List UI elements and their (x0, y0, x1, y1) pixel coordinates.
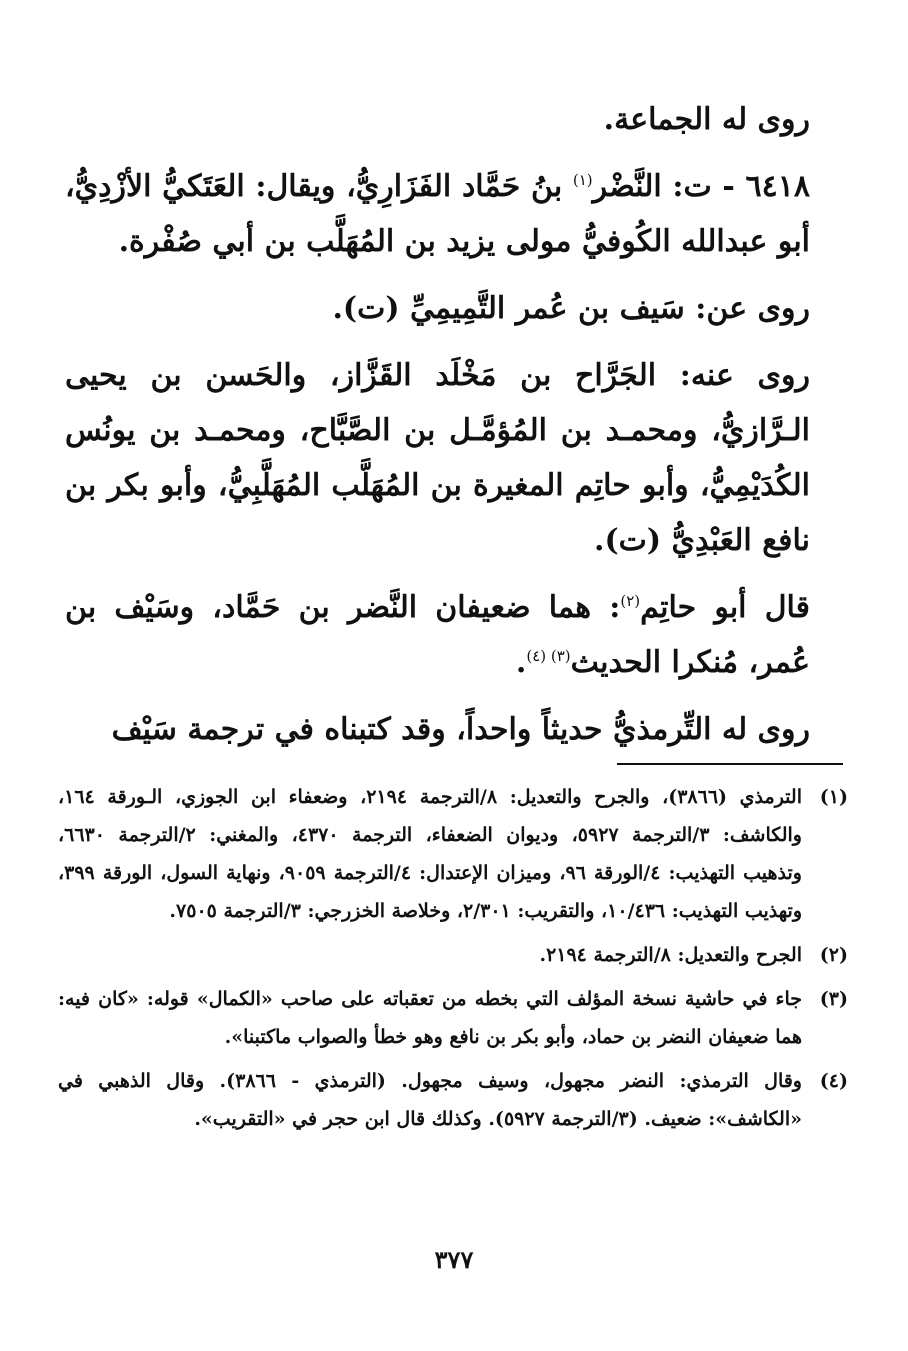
paragraph-narrated-by (65, 348, 840, 568)
abu-hatim-text-a: قال أبو حاتِم (640, 590, 810, 625)
page-number: ٣٧٧ (434, 1245, 474, 1274)
paragraph-narrators-note: روى له الجماعة. (603, 102, 810, 137)
footnote-2 (58, 936, 848, 974)
footnote-ref-3-4[interactable]: (٣) (٤) (526, 647, 571, 665)
footnote-text: وقال الترمذي: النضر مجهول، وسيف مجهول. (الترمذي - ٣٨٦٦). وقال الذهبي في «الكاشف»: ضعيف. (٣/الترجمة ٥٩٢٧). وكذلك قال ابن حجر في «التقريب». (58, 1070, 802, 1130)
footnote-number: (٢) (819, 944, 848, 966)
footnote-number: (٣) (819, 988, 848, 1010)
narrated-by-text: الجَرَّاح بن مَخْلَد القَزَّاز، والحَسن بن يحيى الـرَّازيُّ، ومحمـد بن المُؤمَّـل بن الصَّبَّاح، ومحمـد بن يونُس الكُدَيْمِيُّ، وأبو حاتِم المغيرة بن المُهَلَّب المُهَلَّبِيُّ، وأبو بكر بن نافع العَبْدِيُّ (ت). (65, 358, 810, 558)
footnote-text: جاء في حاشية نسخة المؤلف التي بخطه من تعقباته على صاحب «الكمال» قوله: «كان فيه: هما ضعيفان النضر بن حماد، وأبو بكر بن نافع وهو خطأ والصواب ماكتبنا». (58, 988, 802, 1048)
footnote-ref-2[interactable]: (٢) (620, 592, 641, 610)
paragraph-abu-hatim (65, 580, 840, 690)
narrated-from-text: سَيف بن عُمر التَّمِيمِيِّ (ت). (332, 291, 696, 326)
footnote-ref-1[interactable]: (١) (572, 171, 593, 189)
footnote-number: (٤) (819, 1070, 848, 1092)
narrated-from-label: روى عن: (695, 291, 810, 326)
entry-number-name: ٦٤١٨ - ت: النَّضْر (592, 169, 810, 204)
abu-hatim-text-b: : هما ضعيفان النَّضر بن حَمَّاد، وسَيْف بن عُمر، مُنكرا الحديث (65, 590, 810, 680)
footnote-text: الجرح والتعديل: ٨/الترجمة ٢١٩٤. (539, 944, 802, 966)
paragraph-entry-heading (65, 159, 840, 269)
footnote-1 (58, 778, 848, 930)
entry-description: بنُ حَمَّاد الفَزَارِيُّ، ويقال: العَتَكيُّ الأزْدِيُّ، أبو عبدالله الكُوفيُّ مولى يزيد بن المُهَلَّب بن أبي صُفْرة. (65, 169, 810, 259)
footnote-number: (١) (819, 786, 848, 808)
footnote-separator (617, 763, 843, 765)
footnotes (58, 778, 848, 1144)
paragraph-narrated-from (65, 281, 840, 336)
main-text (65, 92, 840, 769)
footnote-text: الترمذي (٣٨٦٦)، والجرح والتعديل: ٨/الترجمة ٢١٩٤، وضعفاء ابن الجوزي، الـورقة ١٦٤، والكاشف: ٣/الترجمة ٥٩٢٧، وديوان الضعفاء، الترجمة ٤٣٧٠، والمغني: ٢/الترجمة ٦٦٣٠، وتذهيب التهذيب: ٤/الورقة ٩٦، وميزان الإعتدال: ٤/الترجمة ٩٠٥٩، ونهاية السول، الورقة ٣٩٩، وتهذيب التهذيب: ١٠/٤٣٦، والتقريب: ٢/٣٠١، وخلاصة الخزرجي: ٣/الترجمة ٧٥٠٥. (58, 786, 802, 922)
abu-hatim-text-c: . (515, 645, 527, 680)
narrated-by-label: روى عنه: (679, 358, 810, 393)
paragraph-tirmidhi: روى له التِّرمذيُّ حديثاً واحداً، وقد كتبناه في ترجمة سَيْف (111, 712, 810, 747)
footnote-3 (58, 980, 848, 1056)
footnote-4 (58, 1062, 848, 1138)
